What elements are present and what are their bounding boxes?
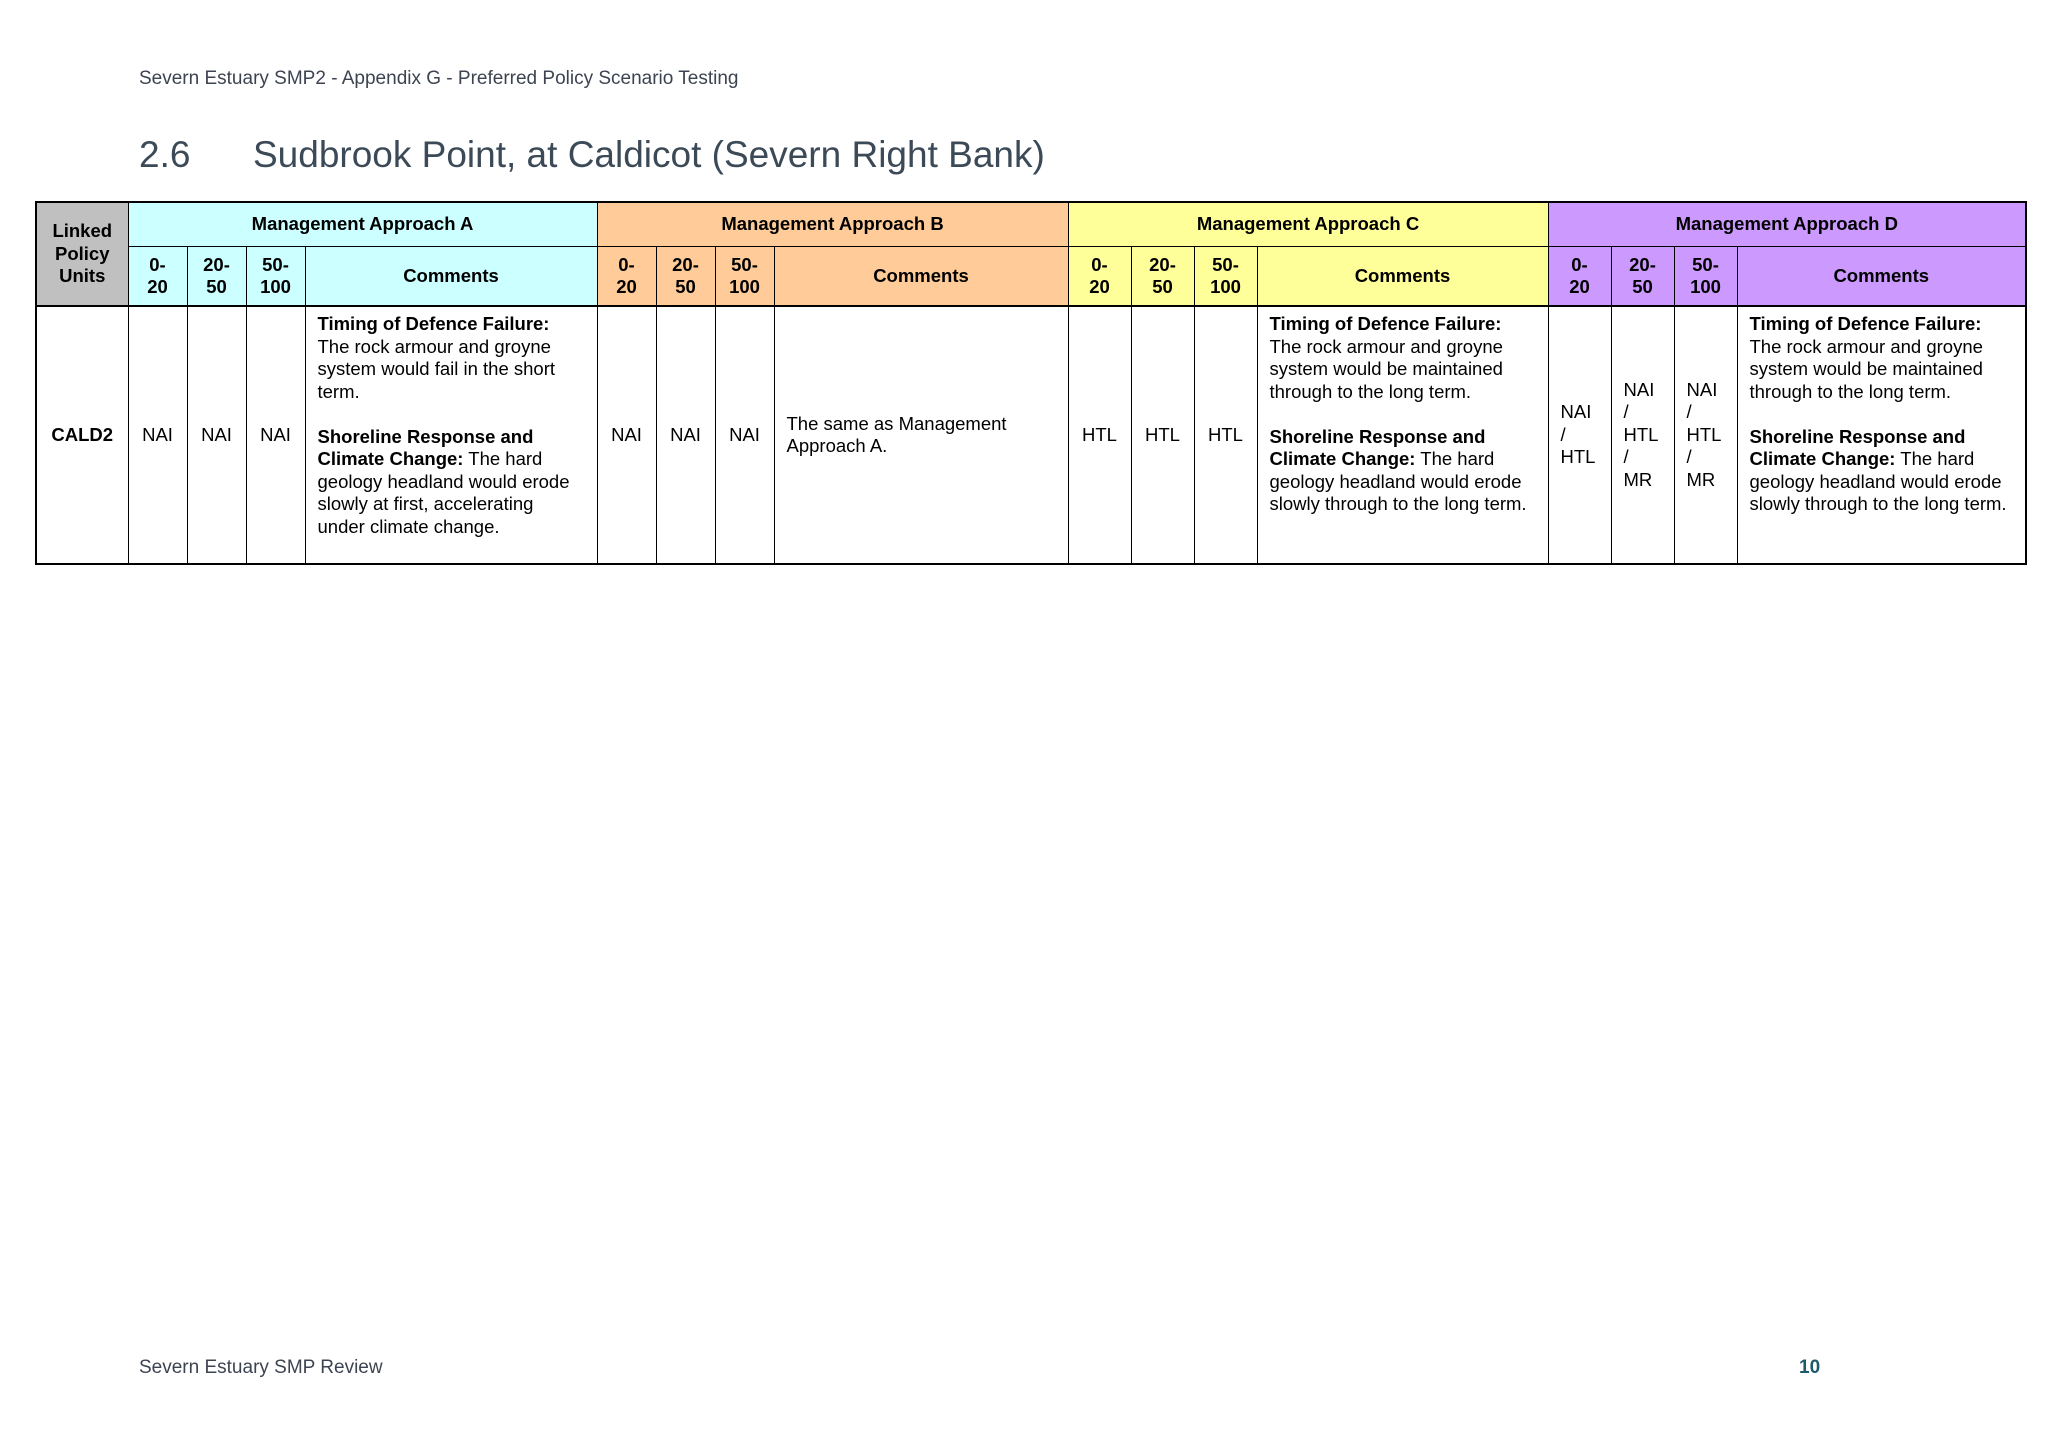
policy-cell: HTL [1131, 306, 1194, 564]
approach-c-header: Management Approach C [1068, 202, 1548, 247]
comment-label: Timing of Defence Failure: [317, 313, 550, 334]
epoch-header: 50- 100 [1674, 247, 1737, 307]
policy-cell: NAI [187, 306, 246, 564]
comment-label: Shoreline Response and Climate Change: [1749, 425, 1966, 469]
comment-cell-c [1257, 306, 1548, 564]
epoch-header: 0- 20 [128, 247, 187, 307]
section-number: 2.6 [139, 134, 191, 175]
comment-label: Shoreline Response and Climate Change: [1269, 425, 1486, 469]
table-row [36, 306, 2026, 564]
policy-unit-code: CALD2 [36, 306, 128, 564]
comment-cell-a [305, 306, 597, 564]
policy-cell: NAI [597, 306, 656, 564]
page-footer: Severn Estuary SMP Review [139, 1357, 383, 1378]
comment-label: Timing of Defence Failure: [1749, 313, 1982, 334]
comment-cell-b: The same as Management Approach A. [774, 306, 1068, 564]
epoch-header-row [36, 247, 2026, 307]
policy-cell: NAI [128, 306, 187, 564]
page-number: 10 [1799, 1357, 1821, 1378]
policy-cell: NAI [715, 306, 774, 564]
comment-text: The hard geology headland would erode slowly through to the long term. [1269, 448, 1527, 514]
comment-text: The hard geology headland would erode slowly at first, accelerating under climate change. [317, 448, 570, 537]
policy-cell: HTL [1068, 306, 1131, 564]
page-header: Severn Estuary SMP2 - Appendix G - Preferred Policy Scenario Testing [139, 68, 739, 89]
comment-text: The hard geology headland would erode slowly through to the long term. [1749, 448, 2007, 514]
comments-header: Comments [305, 247, 597, 307]
policy-scenario-table-container [35, 201, 2027, 565]
comments-header: Comments [1737, 247, 2026, 307]
epoch-header: 50- 100 [715, 247, 774, 307]
comment-label: Timing of Defence Failure: [1269, 313, 1502, 334]
policy-scenario-table [35, 201, 2027, 565]
approach-a-header: Management Approach A [128, 202, 597, 247]
epoch-header: 20- 50 [1131, 247, 1194, 307]
comment-label: Shoreline Response and Climate Change: [317, 425, 534, 469]
policy-cell: NAI [656, 306, 715, 564]
policy-cell: NAI [246, 306, 305, 564]
epoch-header: 0- 20 [1068, 247, 1131, 307]
comment-cell-d [1737, 306, 2026, 564]
approach-header-row [36, 202, 2026, 247]
epoch-header: 50- 100 [1194, 247, 1257, 307]
epoch-header: 0- 20 [1548, 247, 1611, 307]
policy-cell: NAI / HTL / MR [1611, 306, 1674, 564]
linked-policy-units-header: Linked Policy Units [36, 202, 128, 306]
comments-header: Comments [774, 247, 1068, 307]
epoch-header: 20- 50 [1611, 247, 1674, 307]
comment-text: The rock armour and groyne system would fail in the short term. [317, 335, 556, 402]
epoch-header: 50- 100 [246, 247, 305, 307]
policy-cell: HTL [1194, 306, 1257, 564]
approach-b-header: Management Approach B [597, 202, 1068, 247]
policy-cell: NAI / HTL / MR [1674, 306, 1737, 564]
epoch-header: 20- 50 [656, 247, 715, 307]
epoch-header: 20- 50 [187, 247, 246, 307]
comment-text: The rock armour and groyne system would be maintained through to the long term. [1749, 335, 1983, 402]
epoch-header: 0- 20 [597, 247, 656, 307]
section-title [139, 134, 1045, 176]
comments-header: Comments [1257, 247, 1548, 307]
comment-text: The rock armour and groyne system would be maintained through to the long term. [1269, 335, 1503, 402]
policy-cell: NAI / HTL [1548, 306, 1611, 564]
section-heading: Sudbrook Point, at Caldicot (Severn Right Bank) [253, 134, 1045, 175]
approach-d-header: Management Approach D [1548, 202, 2026, 247]
